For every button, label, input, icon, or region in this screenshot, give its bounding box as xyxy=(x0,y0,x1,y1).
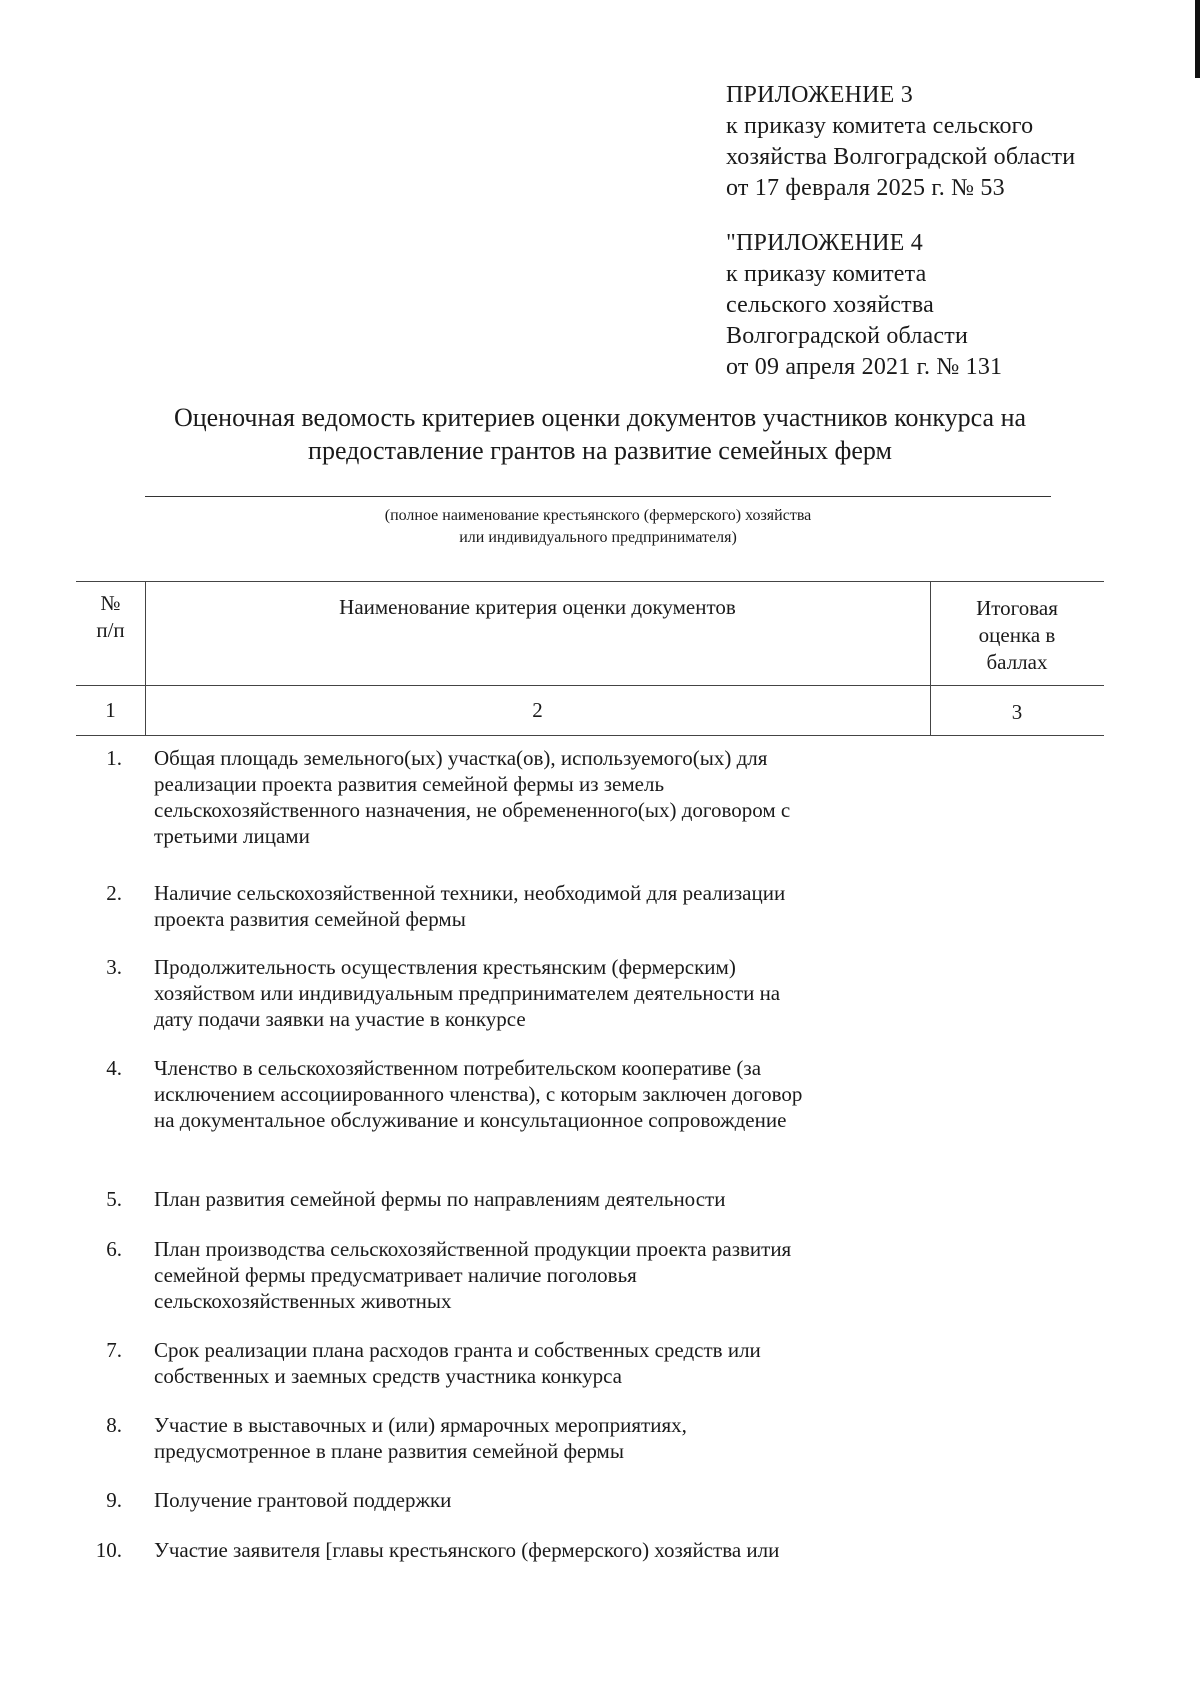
criterion-line: хозяйством или индивидуальным предпринимателем деятельности на xyxy=(154,981,781,1005)
appendix-current-line: ПРИЛОЖЕНИЕ 3 xyxy=(726,82,913,108)
criterion-number: 6. xyxy=(106,1237,122,1261)
title-line-1: Оценочная ведомость критериев оценки документов участников конкурса на xyxy=(173,403,1027,432)
header-final-score xyxy=(930,595,1104,676)
criterion-line: проекта развития семейной фермы xyxy=(154,907,466,931)
appendix-original-line: к приказу комитета xyxy=(726,261,927,287)
appendix-original-line: "ПРИЛОЖЕНИЕ 4 xyxy=(726,230,923,256)
table-rule-mid xyxy=(76,685,1104,686)
criterion-line: предусмотренное в плане развития семейной фермы xyxy=(154,1439,624,1463)
column-number-2: 2 xyxy=(532,698,543,722)
criterion-number: 5. xyxy=(106,1187,122,1211)
criterion-line: Получение грантовой поддержки xyxy=(154,1488,452,1512)
criterion-number: 1. xyxy=(106,746,122,770)
header-score-line: Итоговая xyxy=(976,596,1058,620)
column-number-1: 1 xyxy=(105,698,116,722)
header-number-line: п/п xyxy=(96,618,125,642)
appendix-current-line: хозяйства Волгоградской области xyxy=(726,144,1076,170)
criterion-number: 10. xyxy=(95,1538,122,1562)
criterion-line: Членство в сельскохозяйственном потребительском кооперативе (за xyxy=(154,1056,762,1080)
criterion-number: 7. xyxy=(106,1338,122,1362)
header-criterion-name: Наименование критерия оценки документов xyxy=(339,595,736,619)
criterion-text xyxy=(154,880,994,932)
criterion-line: Общая площадь земельного(ых) участка(ов), используемого(ых) для xyxy=(154,746,768,770)
criterion-text xyxy=(154,1537,994,1563)
criterion-line: Наличие сельскохозяйственной техники, необходимой для реализации xyxy=(154,881,786,905)
criterion-text xyxy=(154,1186,994,1212)
appendix-original-line: от 09 апреля 2021 г. № 131 xyxy=(726,354,1003,380)
header-number xyxy=(76,590,145,644)
criterion-line: семейной фермы предусматривает наличие поголовья xyxy=(154,1263,637,1287)
criterion-line: сельскохозяйственных животных xyxy=(154,1289,452,1313)
criterion-line: Участие заявителя [главы крестьянского (фермерского) хозяйства или xyxy=(154,1538,780,1562)
table-rule-top xyxy=(76,581,1104,582)
criterion-text xyxy=(154,954,994,1032)
criterion-line: План развития семейной фермы по направлениям деятельности xyxy=(154,1187,726,1211)
criterion-line: реализации проекта развития семейной фермы из земель xyxy=(154,772,665,796)
criterion-number: 9. xyxy=(106,1488,122,1512)
applicant-name-blank-line xyxy=(145,496,1051,497)
appendix-header-current xyxy=(726,80,1075,204)
criterion-line: План производства сельскохозяйственной продукции проекта развития xyxy=(154,1237,792,1261)
applicant-name-caption xyxy=(145,505,1051,549)
header-score-line: оценка в xyxy=(978,623,1056,647)
appendix-current-line: к приказу комитета сельского xyxy=(726,113,1034,139)
criterion-line: сельскохозяйственного назначения, не обремененного(ых) договором с xyxy=(154,798,791,822)
criterion-text xyxy=(154,745,994,849)
criterion-line: на документальное обслуживание и консультационное сопровождение xyxy=(154,1108,787,1132)
header-score-line: баллах xyxy=(986,650,1048,674)
document-title xyxy=(80,401,1120,467)
criterion-number: 3. xyxy=(106,955,122,979)
caption-line-2: или индивидуального предпринимателя) xyxy=(459,529,737,546)
criterion-number: 4. xyxy=(106,1056,122,1080)
appendix-header-original xyxy=(726,228,1002,383)
criterion-line: собственных и заемных средств участника конкурса xyxy=(154,1364,622,1388)
appendix-current-line: от 17 февраля 2025 г. № 53 xyxy=(726,175,1005,201)
appendix-original-line: сельского хозяйства xyxy=(726,292,934,318)
column-number-3: 3 xyxy=(1011,700,1023,724)
criterion-number: 8. xyxy=(106,1413,122,1437)
criterion-line: третьими лицами xyxy=(154,824,310,848)
criterion-text xyxy=(154,1236,994,1314)
header-number-line: № xyxy=(100,591,121,615)
criterion-text xyxy=(154,1487,994,1513)
criterion-number: 2. xyxy=(106,881,122,905)
criterion-line: дату подачи заявки на участие в конкурсе xyxy=(154,1007,526,1031)
table-rule-bottom xyxy=(76,735,1104,736)
criterion-text xyxy=(154,1055,994,1133)
criterion-text xyxy=(154,1337,994,1389)
criterion-line: Продолжительность осуществления крестьянским (фермерским) xyxy=(154,955,736,979)
caption-line-1: (полное наименование крестьянского (фермерского) хозяйства xyxy=(384,507,812,524)
criterion-line: исключением ассоциированного членства), с которым заключен договор xyxy=(154,1082,803,1106)
criterion-line: Срок реализации плана расходов гранта и собственных средств или xyxy=(154,1338,761,1362)
criterion-text xyxy=(154,1412,994,1464)
appendix-original-line: Волгоградской области xyxy=(726,323,968,349)
scan-edge-mark xyxy=(1195,0,1200,78)
criterion-line: Участие в выставочных и (или) ярмарочных мероприятиях, xyxy=(154,1413,687,1437)
title-line-2: предоставление грантов на развитие семейных ферм xyxy=(308,436,892,465)
